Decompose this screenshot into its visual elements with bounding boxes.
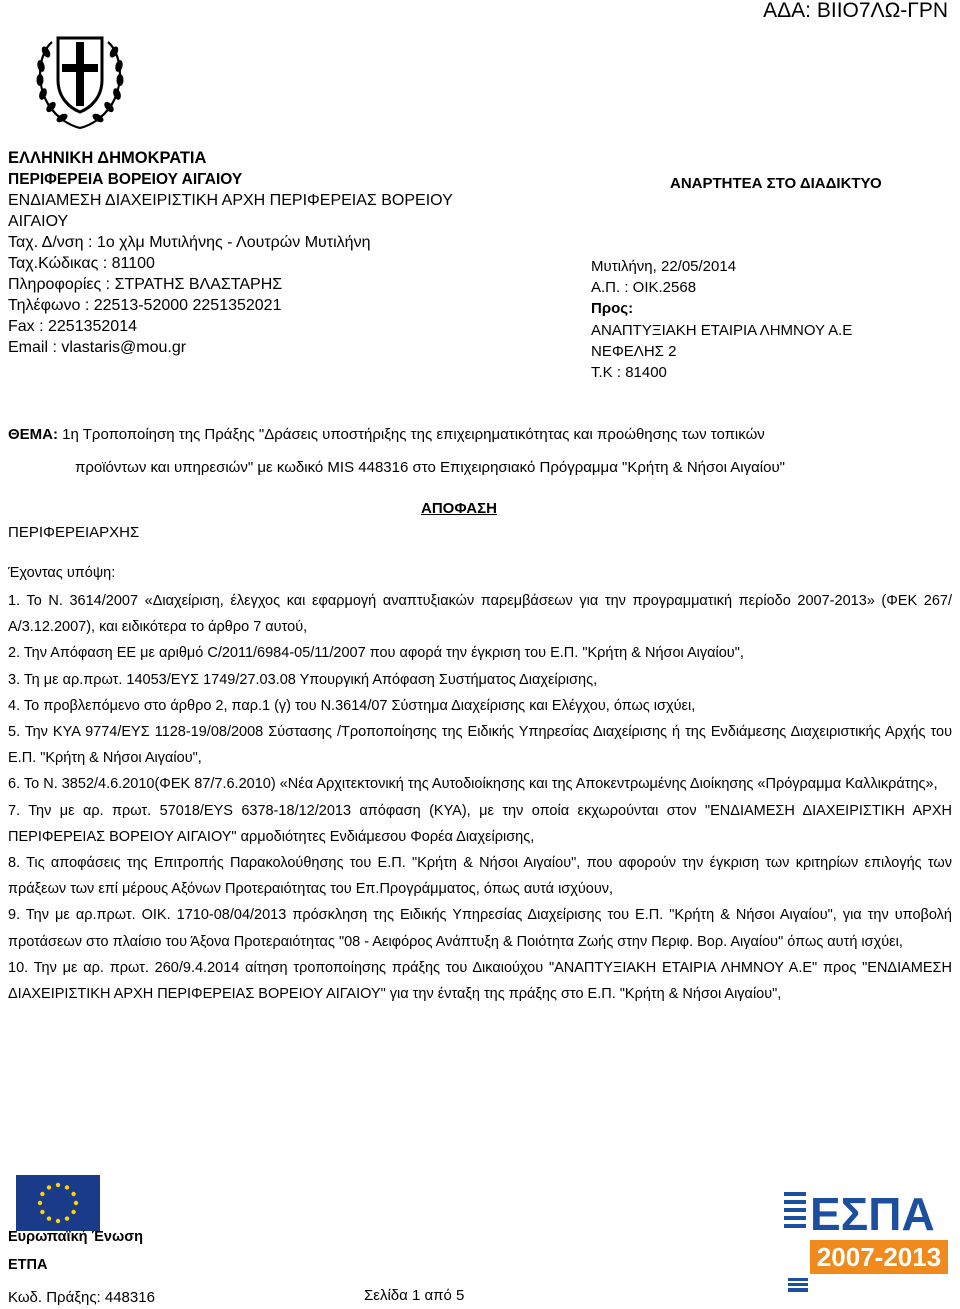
list-item: 6. Το Ν. 3852/4.6.2010(ΦΕΚ 87/7.6.2010) «Νέα Αρχιτεκτονική της Αυτοδιοίκησης και της Αποκεντρωμένης Διοίκησης «Πρόγραμμα Καλλικράτης», — [8, 776, 938, 793]
eu-flag-icon — [16, 1175, 100, 1231]
recipient-name: ΑΝΑΠΤΥΞΙΑΚΗ ΕΤΑΙΡΙΑ ΛΗΜΝΟΥ Α.Ε — [591, 321, 853, 339]
authority-name-cont: ΑΙΓΑΙΟΥ — [8, 213, 69, 230]
publish-notice: ΑΝΑΡΤΗΤΕΑ ΣΤΟ ΔΙΑΔΙΚΤΥΟ — [670, 175, 882, 192]
signatory-title: ΠΕΡΙΦΕΡΕΙΑΡΧΗΣ — [8, 524, 140, 541]
recipient-postal: Τ.Κ : 81400 — [591, 364, 667, 382]
greek-emblem-icon — [30, 24, 130, 132]
phone: Τηλέφωνο : 22513-52000 2251352021 — [8, 297, 282, 314]
espa-logo-stripes — [784, 1192, 806, 1228]
ada-code: ΑΔΑ: ΒΙΙΟ7ΛΩ-ΓΡΝ — [763, 0, 948, 22]
to-label: Προς: — [591, 300, 634, 318]
list-item: 7. Την με αρ. πρωτ. 57018/ΕΥS 6378-18/12/2013 απόφαση (ΚΥΑ), με την οποία εκχωρούνται στον "ΕΝΔΙΑΜΕΣΗ ΔΙΑΧΕΙΡΙΣΤΙΚΗ ΑΡΧΗ ΠΕΡΙΦΕΡΕΙΑΣ ΒΟΡΕΙΟΥ ΑΙΓΑΙΟΥ" αρμοδιότητες Ενδιάμεσου Φορέα Διαχείρισης, — [8, 802, 952, 845]
project-code: Κωδ. Πράξης: 448316 — [8, 1289, 155, 1306]
subject-line-2: προϊόντων και υπηρεσιών" με κωδικό MIS 448316 στο Επιχειρησιακό Πρόγραμμα "Κρήτη & Νήσοι Αιγαίου" — [75, 459, 786, 476]
authority-name: ΕΝΔΙΑΜΕΣΗ ΔΙΑΧΕΙΡΙΣΤΙΚΗ ΑΡΧΗ ΠΕΡΙΦΕΡΕΙΑΣ ΒΟΡΕΙΟΥ — [8, 192, 453, 209]
sender-header — [8, 148, 453, 358]
subject — [8, 418, 785, 484]
contact-person: Πληροφορίες : ΣΤΡΑΤΗΣ ΒΛΑΣΤΑΡΗΣ — [8, 276, 283, 293]
considering-label: Έχοντας υπόψη: — [8, 565, 116, 581]
decision-title: ΑΠΟΦΑΣΗ — [421, 500, 497, 517]
fund-label: ΕΤΠΑ — [8, 1257, 48, 1273]
recipient-street: ΝΕΦΕΛΗΣ 2 — [591, 342, 677, 360]
list-item: 2. Την Απόφαση ΕΕ με αριθμό C/2011/6984-05/11/2007 που αφορά την έγκριση του Ε.Π. "Κρήτη & Νήσοι Αιγαίου", — [8, 645, 744, 662]
eu-label: Ευρωπαϊκή Ένωση — [8, 1229, 143, 1245]
page-number: Σελίδα 1 από 5 — [364, 1287, 465, 1304]
address: Ταχ. Δ/νση : 1ο χλμ Μυτιλήνης - Λουτρών Μυτιλήνη — [8, 234, 371, 251]
list-item: 1. Το Ν. 3614/2007 «Διαχείριση, έλεγχος και εφαρμογή αναπτυξιακών παρεμβάσεων για την προγραμματική περίοδο 2007-2013» (ΦΕΚ 267/Α/3.12.2007), και ειδικότερα το άρθρο 7 αυτού, — [8, 593, 952, 636]
considerations-list — [8, 588, 952, 1007]
protocol-number: Α.Π. : ΟΙΚ.2568 — [591, 279, 697, 297]
greek-flag-mini-icon — [788, 1278, 808, 1292]
list-item: 9. Την με αρ.πρωτ. ΟΙΚ. 1710-08/04/2013 πρόσκληση της Ειδικής Υπηρεσίας Διαχείρισης του Ε.Π. "Κρήτη & Νήσοι Αιγαίου", για την υποβολή προτάσεων στο πλαίσιο του Άξονα Προτεραιότητας "08 - Αειφόρος Ανάπτυξη & Ποιότητα Ζωής στην Περιφ. Βορ. Αιγαίου" όπως αυτή ισχύει, — [8, 907, 952, 950]
list-item: 3. Τη με αρ.πρωτ. 14053/ΕΥΣ 1749/27.03.08 Υπουργική Απόφαση Συστήματος Διαχείρισης, — [8, 671, 598, 688]
espa-logo-text: ΕΣΠΑ — [810, 1188, 935, 1240]
espa-logo-icon — [780, 1180, 952, 1300]
subject-line-1: 1η Τροποποίηση της Πράξης "Δράσεις υποστήριξης της επιχειρηματικότητας και προώθησης των τοπικών — [62, 426, 765, 443]
place-date: Μυτιλήνη, 22/05/2014 — [591, 258, 737, 275]
republic-title: ΕΛΛΗΝΙΚΗ ΔΗΜΟΚΡΑΤΙΑ — [8, 149, 207, 167]
list-item: 10. Την με αρ. πρωτ. 260/9.4.2014 αίτηση τροποποίησης πράξης του Δικαιούχου "ΑΝΑΠΤΥΞΙΑΚΗ ΕΤΑΙΡΙΑ ΛΗΜΝΟΥ Α.Ε" προς "ΕΝΔΙΑΜΕΣΗ ΔΙΑΧΕΙΡΙΣΤΙΚΗ ΑΡΧΗ ΠΕΡΙΦΕΡΕΙΑΣ ΒΟΡΕΙΟΥ ΑΙΓΑΙΟΥ" για την ένταξη της πράξης στο Ε.Π. "Κρήτη & Νήσοι Αιγαίου", — [8, 959, 952, 1003]
list-item: 4. Το προβλεπόμενο στο άρθρο 2, παρ.1 (γ) του Ν.3614/07 Σύστημα Διαχείρισης και Ελέγχου, όπως ισχύει, — [8, 697, 696, 714]
list-item: 5. Την ΚΥΑ 9774/ΕΥΣ 1128-19/08/2008 Σύστασης /Τροποποίησης της Ειδικής Υπηρεσίας Διαχείρισης ή της Ενδιάμεσης Διαχειριστικής Αρχής του Ε.Π. "Κρήτη & Νήσοι Αιγαίου", — [8, 724, 952, 767]
list-item: 8. Τις αποφάσεις της Επιτροπής Παρακολούθησης του Ε.Π. "Κρήτη & Νήσοι Αιγαίου", που αφορούν την έγκριση των κριτηρίων επιλογής των πράξεων των επί μέρους Αξόνων Προτεραιότητας του Επ.Προγράμματος, όπως αυτά ισχύουν, — [8, 855, 952, 898]
fax: Fax : 2251352014 — [8, 318, 137, 335]
espa-years: 2007-2013 — [816, 1242, 942, 1272]
region-name: ΠΕΡΙΦΕΡΕΙΑ ΒΟΡΕΙΟΥ ΑΙΓΑΙΟΥ — [8, 171, 243, 188]
postal-code: Ταχ.Κώδικας : 81100 — [8, 255, 155, 272]
recipient-block — [591, 256, 852, 383]
email: Email : vlastaris@mou.gr — [8, 339, 187, 356]
subject-label: ΘΕΜΑ: — [8, 426, 58, 443]
